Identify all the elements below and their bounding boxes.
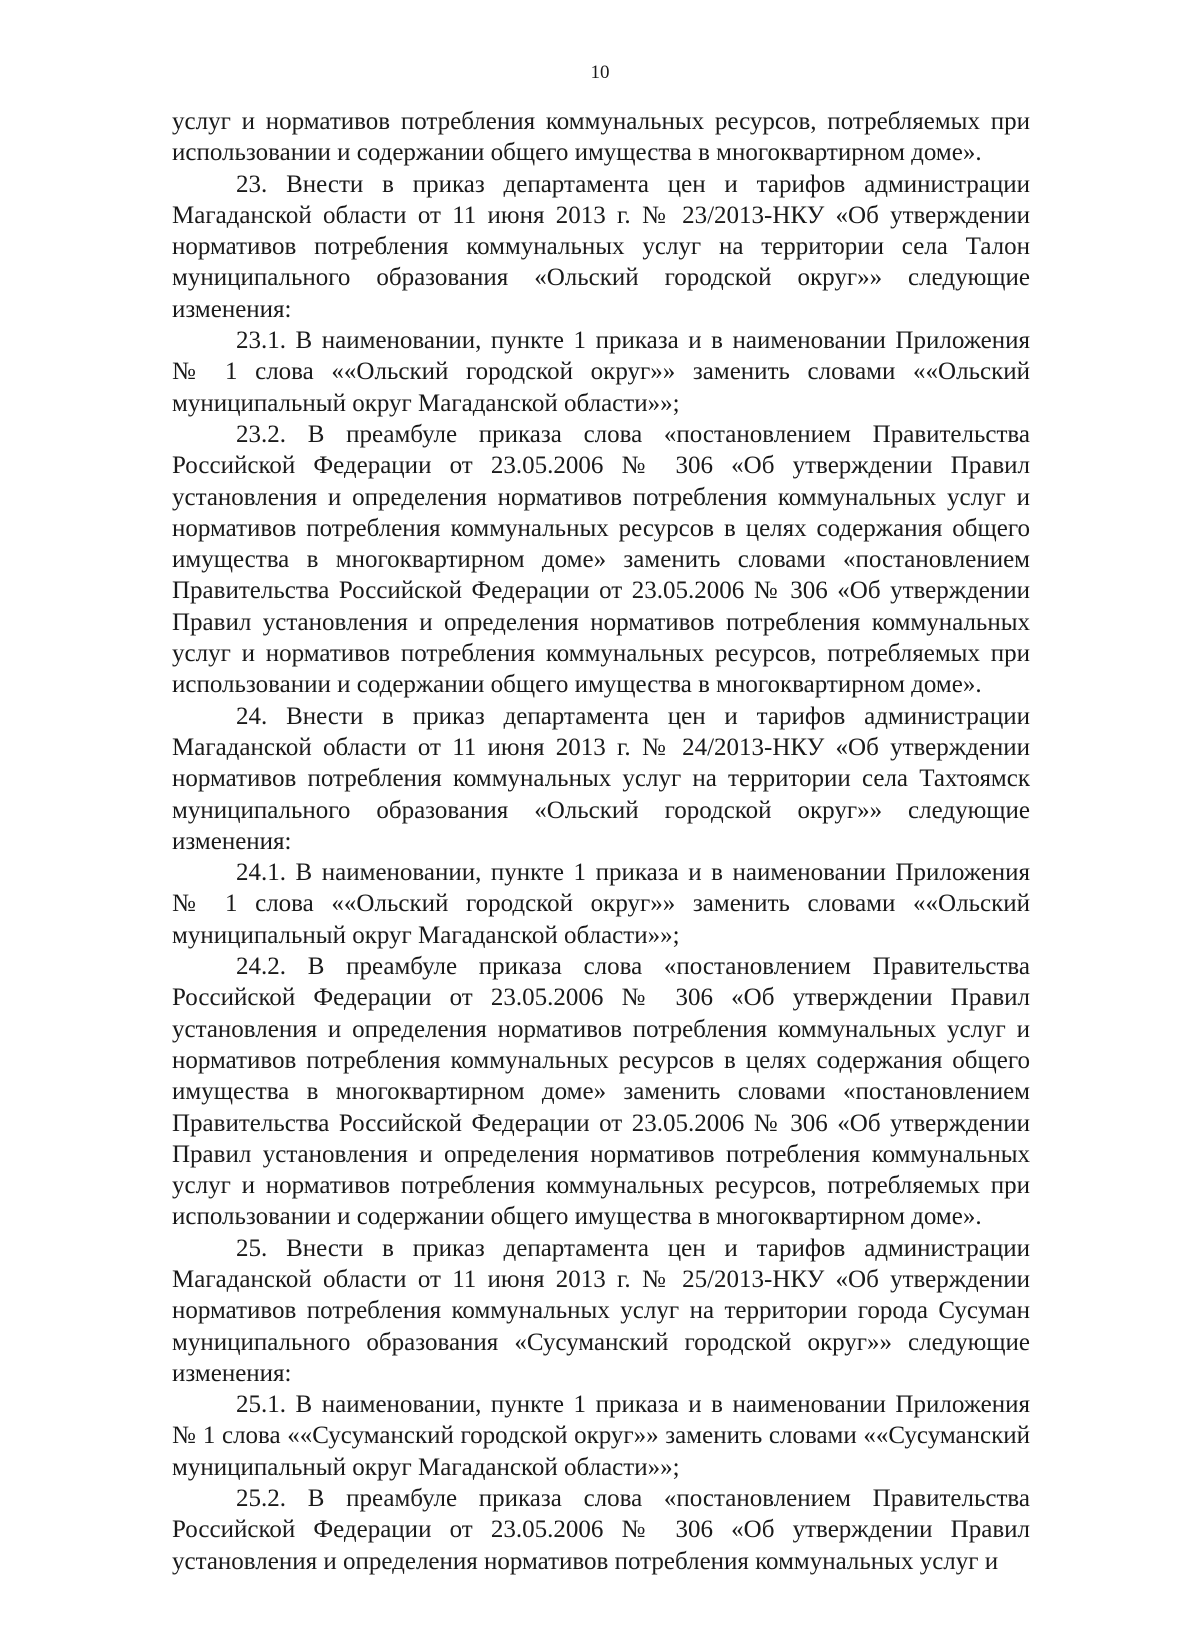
document-body	[172, 106, 1030, 1577]
paragraph-item-25: 25. Внести в приказ департамента цен и тарифов администрации Магаданской области от 11 июня 2013 г. № 25/2013-НКУ «Об утверждении нормативов потребления коммунальных услуг на территории города Сусуман муниципального образования «Сусуманский городской округ»» следующие изменения:	[172, 1234, 1030, 1387]
paragraph-item-25-2: 25.2. В преамбуле приказа слова «постановлением Правительства Российской Федерации от 23.05.2006 № 306 «Об утверждении Правил установления и определения нормативов потребления коммунальных услуг и	[172, 1485, 1030, 1575]
paragraph-item-24: 24. Внести в приказ департамента цен и тарифов администрации Магаданской области от 11 июня 2013 г. № 24/2013-НКУ «Об утверждении нормативов потребления коммунальных услуг на территории села Тахтоямск муниципального образования «Ольский городской округ»» следующие изменения:	[172, 702, 1030, 855]
paragraph-item-23-1: 23.1. В наименовании, пункте 1 приказа и в наименовании Приложения № 1 слова ««Ольский городской округ»» заменить словами ««Ольский муниципальный округ Магаданской области»»;	[172, 327, 1030, 417]
paragraph-item-23: 23. Внести в приказ департамента цен и тарифов администрации Магаданской области от 11 июня 2013 г. № 23/2013-НКУ «Об утверждении нормативов потребления коммунальных услуг на территории села Талон муниципального образования «Ольский городской округ»» следующие изменения:	[172, 170, 1030, 323]
paragraph-item-24-1: 24.1. В наименовании, пункте 1 приказа и в наименовании Приложения № 1 слова ««Ольский городской округ»» заменить словами ««Ольский муниципальный округ Магаданской области»»;	[172, 859, 1030, 949]
paragraph-item-24-2: 24.2. В преамбуле приказа слова «постановлением Правительства Российской Федерации от 23.05.2006 № 306 «Об утверждении Правил установления и определения нормативов потребления коммунальных услуг и нормативов потребления коммунальных ресурсов в целях содержания общего имущества в многоквартирном доме» заменить словами «постановлением Правительства Российской Федерации от 23.05.2006 № 306 «Об утверждении Правил установления и определения нормативов потребления коммунальных услуг и нормативов потребления коммунальных ресурсов, потребляемых при использовании и содержании общего имущества в многоквартирном доме».	[172, 953, 1030, 1231]
paragraph-continuation: услуг и нормативов потребления коммунальных ресурсов, потребляемых при использовании и содержании общего имущества в многоквартирном доме».	[172, 108, 1030, 167]
paragraph-item-25-1: 25.1. В наименовании, пункте 1 приказа и в наименовании Приложения № 1 слова ««Сусуманский городской округ»» заменить словами ««Сусуманский муниципальный округ Магаданской области»»;	[172, 1391, 1030, 1481]
page-number: 10	[590, 62, 610, 83]
paragraph-item-23-2: 23.2. В преамбуле приказа слова «постановлением Правительства Российской Федерации от 23.05.2006 № 306 «Об утверждении Правил установления и определения нормативов потребления коммунальных услуг и нормативов потребления коммунальных ресурсов в целях содержания общего имущества в многоквартирном доме» заменить словами «постановлением Правительства Российской Федерации от 23.05.2006 № 306 «Об утверждении Правил установления и определения нормативов потребления коммунальных услуг и нормативов потребления коммунальных ресурсов, потребляемых при использовании и содержании общего имущества в многоквартирном доме».	[172, 420, 1030, 699]
